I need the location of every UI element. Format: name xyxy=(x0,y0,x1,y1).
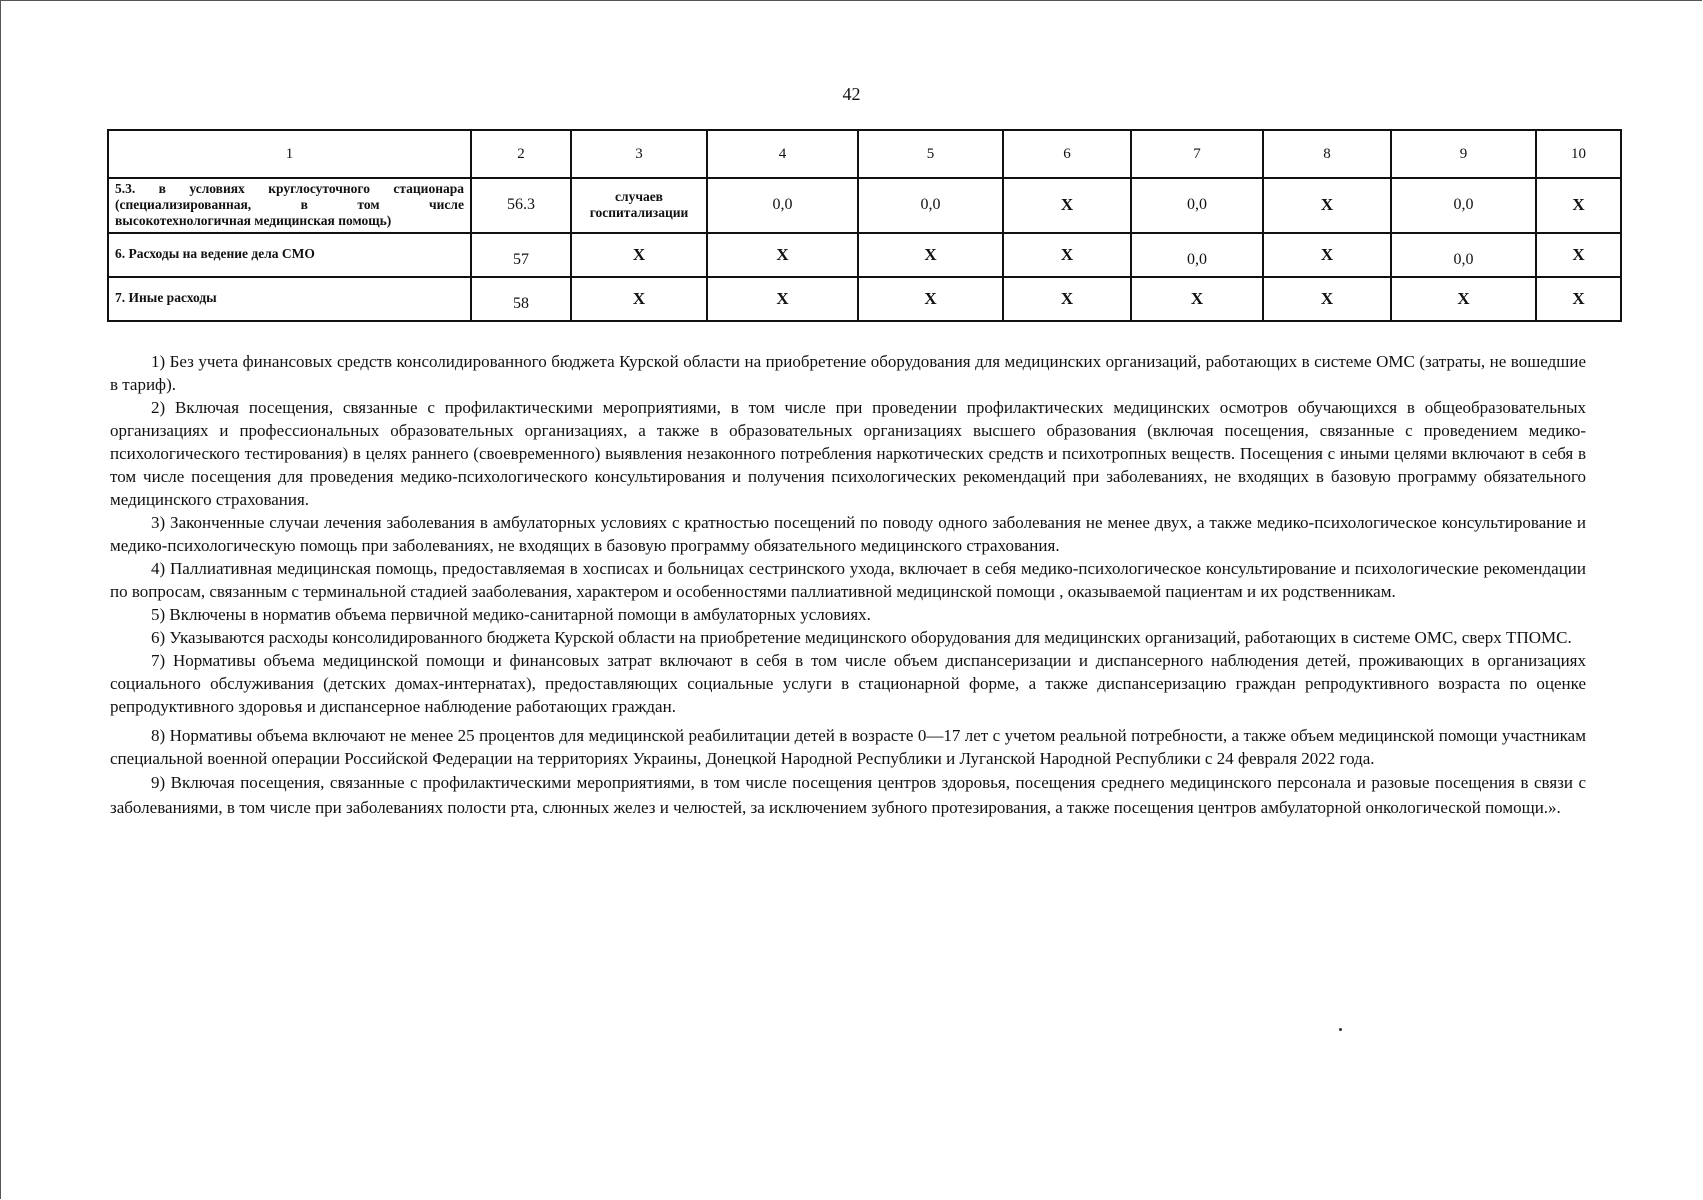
column-header: 3 xyxy=(571,130,707,178)
page-number: 42 xyxy=(842,84,861,104)
table-cell-label: 6. Расходы на ведение дела СМО xyxy=(108,233,471,277)
footnote: 2) Включая посещения, связанные с профилактическими мероприятиями, в том числе при проведении профилактических медицинских осмотров обучающихся в общеобразовательных организациях и профессиональных образовательных организациях, а также в образовательных организациях высшего образования (включая посещения, связанные с проведением медико-психологического тестирования) в целях раннего (своевременного) выявления незаконного потребления наркотических средств и психотропных веществ. Посещения с иными целями включают в себя в том числе посещения для проведения медико-психологического консультирования и получения психологических рекомендаций при заболеваниях, не входящих в базовую программу обязательного медицинского страхования. xyxy=(110,398,1586,509)
table-cell: Х xyxy=(858,277,1003,321)
table-cell: Х xyxy=(1263,233,1391,277)
table-cell: 57 xyxy=(471,233,571,277)
footnote: 6) Указываются расходы консолидированного бюджета Курской области на приобретение медицинского оборудования для медицинских организаций, работающих в системе ОМС, сверх ТПОМС. xyxy=(151,628,1572,647)
table-cell: Х xyxy=(707,277,858,321)
footnote: 7) Нормативы объема медицинской помощи и финансовых затрат включают в себя в том числе объем диспансеризации и диспансерного наблюдения детей, проживающих в организациях социального обслуживания (детских домах-интернатах), предоставляющих социальные услуги в стационарной форме, а также диспансеризацию граждан репродуктивного возраста по оценке репродуктивного здоровья и диспансерное наблюдение работающих граждан. xyxy=(110,651,1586,716)
table-cell: 56.3 xyxy=(471,178,571,233)
table-cell: Х xyxy=(1131,277,1263,321)
table-cell: Х xyxy=(1263,277,1391,321)
footnote: 8) Нормативы объема включают не менее 25 процентов для медицинской реабилитации детей в возрасте 0—17 лет с учетом реальной потребности, а также объем медицинской помощи участникам специальной военной операции Российской Федерации на территориях Украины, Донецкой Народной Республики и Луганской Народной Республики с 24 февраля 2022 года. xyxy=(110,726,1586,768)
column-header: 7 xyxy=(1131,130,1263,178)
table-cell: Х xyxy=(1536,178,1621,233)
footnote: 4) Паллиативная медицинская помощь, предоставляемая в хосписах и больницах сестринского ухода, включает в себя медико-психологическое консультирование и психологические рекомендации по вопросам, связанным с терминальной стадией зааболевания, характером и особенностями паллиативной медицинской помощи , оказываемой пациентам и их родственникам. xyxy=(110,559,1586,601)
table-cell: Х xyxy=(1263,178,1391,233)
table-cell: 0,0 xyxy=(707,178,858,233)
table-cell: случаев госпитализации xyxy=(571,178,707,233)
footnote: 3) Законченные случаи лечения заболевания в амбулаторных условиях с кратностью посещений по поводу одного заболевания не менее двух, а также медико-психологическое консультирование и медико-психологическую помощь при заболеваниях, не входящих в базовую программу обязательного медицинского страхования. xyxy=(110,513,1586,555)
table-cell: Х xyxy=(1003,277,1131,321)
footnote: 5) Включены в норматив объема первичной медико-санитарной помощи в амбулаторных условиях. xyxy=(151,605,871,624)
table-cell: Х xyxy=(1391,277,1536,321)
footnote: 9) Включая посещения, связанные с профилактическими мероприятиями, в том числе посещения центров здоровья, посещения среднего медицинского персонала и разовые посещения в связи с заболеваниями, в том числе при заболеваниях полости рта, слюнных желез и челюстей, за исключением зубного протезирования, а также посещения центров амбулаторной онкологической помощи.». xyxy=(110,773,1586,817)
column-header: 8 xyxy=(1263,130,1391,178)
table-cell: 58 xyxy=(471,277,571,321)
table-cell: 0,0 xyxy=(1131,233,1263,277)
table-cell: 0,0 xyxy=(1131,178,1263,233)
column-header: 6 xyxy=(1003,130,1131,178)
table-cell: Х xyxy=(1003,178,1131,233)
column-header: 2 xyxy=(471,130,571,178)
table-cell: 0,0 xyxy=(1391,233,1536,277)
table-cell-label: 5.3. в условиях круглосуточного стационара (специализированная, в том числе высокотехнологичная медицинская помощь) xyxy=(108,178,471,233)
table-cell: Х xyxy=(571,233,707,277)
scan-speck xyxy=(1339,1028,1342,1031)
table-cell: Х xyxy=(1536,233,1621,277)
table-cell: Х xyxy=(571,277,707,321)
footnote: 1) Без учета финансовых средств консолидированного бюджета Курской области на приобретение оборудования для медицинских организаций, работающих в системе ОМС (затраты, не вошедшие в тариф). xyxy=(110,352,1586,394)
table-cell: 0,0 xyxy=(1391,178,1536,233)
table-cell: Х xyxy=(858,233,1003,277)
column-header: 4 xyxy=(707,130,858,178)
table-header-row xyxy=(108,130,1621,178)
data-table xyxy=(107,129,1622,322)
table-cell: Х xyxy=(707,233,858,277)
table-row xyxy=(108,233,1621,277)
column-header: 1 xyxy=(108,130,471,178)
column-header: 10 xyxy=(1536,130,1621,178)
table-row xyxy=(108,178,1621,233)
footnotes xyxy=(110,350,1586,820)
table-cell: Х xyxy=(1536,277,1621,321)
table-cell-label: 7. Иные расходы xyxy=(108,277,471,321)
table-cell: Х xyxy=(1003,233,1131,277)
table-cell: 0,0 xyxy=(858,178,1003,233)
column-header: 9 xyxy=(1391,130,1536,178)
table-row xyxy=(108,277,1621,321)
column-header: 5 xyxy=(858,130,1003,178)
